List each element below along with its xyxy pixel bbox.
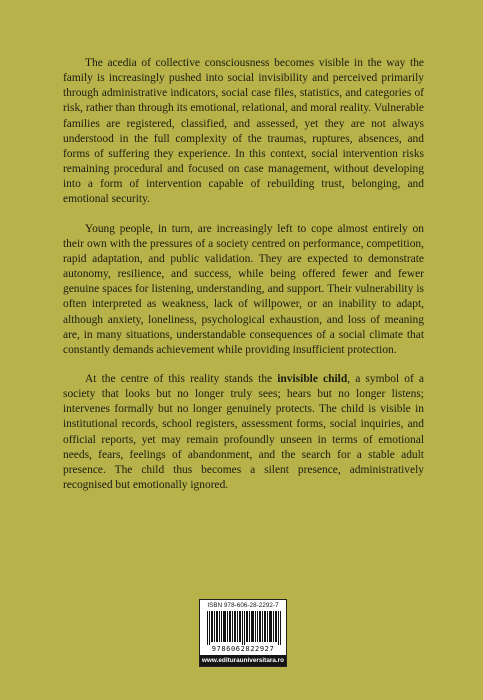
barcode-digits: 9786062822927 xyxy=(211,645,275,653)
isbn-label: ISBN 978-606-28-2292-7 xyxy=(207,602,279,609)
publisher-url: www.editurauniversitara.ro xyxy=(201,657,285,664)
isbn-barcode-panel xyxy=(199,599,287,667)
paragraph-invisible-child xyxy=(63,372,424,493)
paragraph-invisible-child-start: At the centre of this reality stands the xyxy=(85,372,278,385)
paragraph-young-people: Young people, in turn, are increasingly left to cope almost entirely on their own with the pressures of a society centred on performance, competition, rapid adaptation, and public validation. They are expected to demonstrate autonomy, resilience, and success, while being offered fewer and fewer genuine spaces for listening, understanding, and support. Their vulnerability is often interpreted as weakness, lack of willpower, or an inability to adapt, although anxiety, loneliness, psychological exhaustion, and loss of meaning are, in many situations, understandable consequences of a social climate that constantly demands achievement while providing insufficient protection. xyxy=(63,222,424,356)
paragraph-family: The acedia of collective consciousness becomes visible in the way the family is increasingly pushed into social invisibility and perceived primarily through administrative indicators, social case files, statistics, and categories of risk, rather than through its emotional, relational, and moral reality. Vulnerable families are registered, classified, and assessed, yet they are not always understood in the full complexity of the traumas, ruptures, absences, and forms of suffering they experience. In this context, social intervention risks remaining procedural and focused on case management, without developing into a form of intervention capable of rebuilding trust, belonging, and emotional security. xyxy=(63,57,424,206)
paragraph-invisible-child-rest: , a symbol of a society that looks but no longer truly sees; hears but no longer listens; intervenes formally but no longer genuinely protects. The child is visible in institutional records, school registers, assessment forms, social inquiries, and official reports, yet may remain profoundly unseen in terms of emotional needs, fears, feelings of abandonment, and the search for a stable adult presence. The child thus becomes a silent presence, administratively recognised but emotionally ignored. xyxy=(63,372,424,492)
invisible-child-emphasis: invisible child xyxy=(277,372,348,385)
barcode-icon xyxy=(207,611,281,645)
back-cover-text xyxy=(63,56,424,493)
